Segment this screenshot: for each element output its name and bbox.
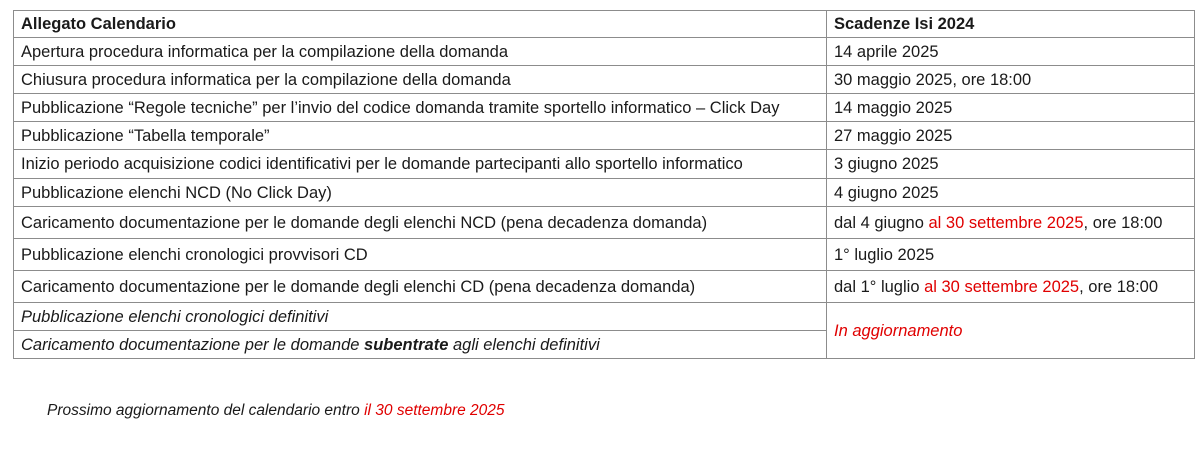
deadline-cell: 27 maggio 2025: [827, 122, 1195, 150]
header-scadenze: Scadenze Isi 2024: [827, 11, 1195, 38]
table-row: [14, 239, 1195, 271]
activity-cell: Pubblicazione elenchi cronologici provvisori CD: [14, 239, 827, 271]
update-note-date: il 30 settembre 2025: [364, 402, 505, 419]
activity-cell: Pubblicazione “Regole tecniche” per l’invio del codice domanda tramite sportello informatico – Click Day: [14, 94, 827, 122]
activity-cell: Caricamento documentazione per le domande degli elenchi NCD (pena decadenza domanda): [14, 207, 827, 239]
table-row: [14, 38, 1195, 66]
deadline-end-highlight: al 30 settembre 2025: [924, 277, 1080, 296]
activity-cell: Pubblicazione elenchi cronologici definitivi: [14, 303, 827, 331]
activity-text: Caricamento documentazione per le domande: [21, 335, 365, 354]
activity-cell: Pubblicazione “Tabella temporale”: [14, 122, 827, 150]
deadline-cell: 14 aprile 2025: [827, 38, 1195, 66]
activity-cell: [14, 331, 827, 359]
table-header-row: [14, 11, 1195, 38]
table-row: [14, 179, 1195, 207]
table-row: [14, 150, 1195, 179]
deadline-time: , ore 18:00: [1079, 277, 1158, 296]
deadline-cell: 3 giugno 2025: [827, 150, 1195, 179]
activity-cell: Pubblicazione elenchi NCD (No Click Day): [14, 179, 827, 207]
deadline-cell: 30 maggio 2025, ore 18:00: [827, 66, 1195, 94]
update-note: [47, 402, 505, 420]
merged-deadline-cell: In aggiornamento: [827, 303, 1195, 359]
update-note-text: Prossimo aggiornamento del calendario entro: [47, 402, 365, 419]
table-row: [14, 66, 1195, 94]
deadline-end-highlight: al 30 settembre 2025: [928, 213, 1084, 232]
activity-cell: Caricamento documentazione per le domande degli elenchi CD (pena decadenza domanda): [14, 271, 827, 303]
deadline-start: dal 1° luglio: [834, 277, 925, 296]
header-allegato-calendario: Allegato Calendario: [14, 11, 827, 38]
deadline-start: dal 4 giugno: [834, 213, 929, 232]
table-row: [14, 94, 1195, 122]
activity-cell: Inizio periodo acquisizione codici identificativi per le domande partecipanti allo sportello informatico: [14, 150, 827, 179]
table-row: [14, 303, 1195, 331]
activity-text-end: agli elenchi definitivi: [448, 335, 600, 354]
deadline-cell: 4 giugno 2025: [827, 179, 1195, 207]
activity-cell: Chiusura procedura informatica per la compilazione della domanda: [14, 66, 827, 94]
activity-cell: Apertura procedura informatica per la compilazione della domanda: [14, 38, 827, 66]
deadline-cell: 1° luglio 2025: [827, 239, 1195, 271]
table-row: [14, 271, 1195, 303]
deadline-cell: 14 maggio 2025: [827, 94, 1195, 122]
activity-emphasis: subentrate: [364, 335, 449, 354]
table-row: [14, 122, 1195, 150]
deadline-cell: [827, 271, 1195, 303]
table-row: [14, 207, 1195, 239]
calendar-table: [13, 10, 1195, 359]
deadline-cell: [827, 207, 1195, 239]
deadline-time: , ore 18:00: [1083, 213, 1163, 232]
